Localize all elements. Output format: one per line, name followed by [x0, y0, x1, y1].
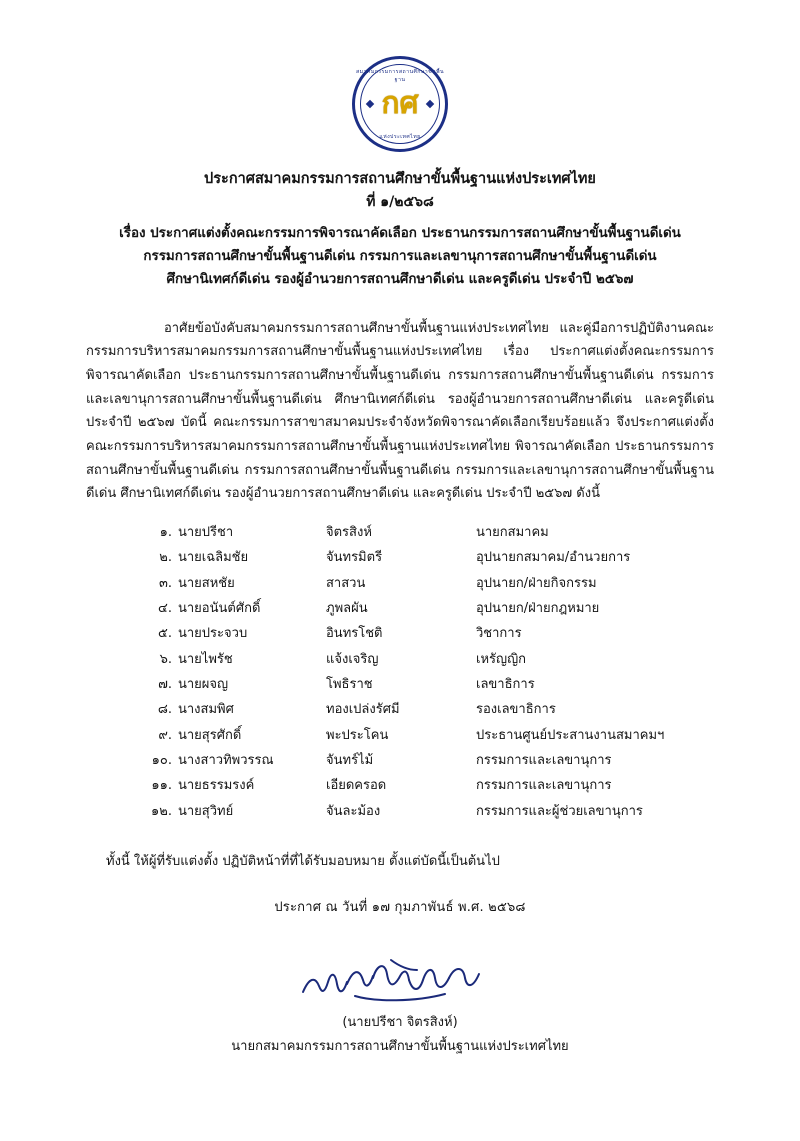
member-surname: อินทรโชติ	[326, 626, 383, 642]
member-surname: จิตรสิงห์	[326, 525, 372, 541]
seal-right-diamond-icon	[426, 100, 434, 108]
member-name: นางสาวทิพวรรณ	[178, 753, 274, 769]
member-name: นางสมพิศ	[178, 702, 234, 718]
table-row	[86, 697, 714, 722]
subject-line-2: กรรมการสถานศึกษาขั้นพื้นฐานดีเด่น กรรมการและเลขานุการสถานศึกษาขั้นพื้นฐานดีเด่น	[143, 248, 657, 264]
member-surname: แจ้งเจริญ	[326, 651, 379, 667]
member-role: ประธานศูนย์ประสานงานสมาคมฯ	[476, 727, 665, 743]
announcement-number: ที่ ๑/๒๕๖๘	[366, 194, 434, 211]
seal-ring-text-top: สมาคมกรรมการสถานศึกษาขั้นพื้นฐาน	[356, 69, 444, 83]
member-name: นายสุรศักดิ์	[178, 727, 242, 743]
body-paragraph-block	[86, 317, 714, 506]
announced-date: ประกาศ ณ วันที่ ๑๗ กุมภาพันธ์ พ.ศ. ๒๕๖๘	[274, 899, 526, 915]
member-number: ๑๑.	[151, 778, 172, 794]
member-surname: ภูพลผัน	[326, 601, 368, 617]
member-role: เลขาธิการ	[476, 677, 535, 693]
member-role: กรรมการและผู้ช่วยเลขานุการ	[476, 803, 643, 819]
table-row	[86, 799, 714, 824]
member-number: ๑๒.	[151, 803, 172, 819]
table-row	[86, 596, 714, 621]
signatory-name: (นายปรีชา จิตรสิงห์)	[342, 1014, 458, 1030]
body-paragraph	[86, 317, 714, 506]
signature-scribble-icon	[86, 951, 714, 1009]
subject-line-1: เรื่อง ประกาศแต่งตั้งคณะกรรมการพิจารณาคัดเลือก ประธานกรรมการสถานศึกษาขั้นพื้นฐานดีเด่น	[119, 225, 681, 241]
member-number: ๘.	[157, 702, 172, 718]
member-name: นายเฉลิมชัย	[178, 550, 249, 566]
signatory-title: นายกสมาคมกรรมการสถานศึกษาขั้นพื้นฐานแห่งประเทศไทย	[231, 1039, 569, 1055]
member-name: นายอนันต์ศักดิ์	[178, 601, 261, 617]
member-surname: สาสวน	[326, 575, 366, 591]
member-number: ๕.	[158, 626, 172, 642]
table-row	[86, 520, 714, 545]
subject-block	[86, 222, 714, 291]
member-surname: พะประโคน	[326, 727, 389, 743]
member-surname: โพธิราช	[326, 677, 373, 693]
member-role: อุปนายก/ฝ่ายกฎหมาย	[476, 601, 600, 617]
member-name: นายสหชัย	[178, 575, 235, 591]
member-name: นายสุวิทย์	[178, 803, 234, 819]
table-row	[86, 571, 714, 596]
member-surname: ทองเปล่งรัศมี	[326, 702, 400, 718]
member-surname: จันทรมิตรี	[326, 550, 383, 566]
member-role: นายกสมาคม	[476, 525, 549, 541]
seal-center	[374, 81, 426, 127]
document-title-block	[86, 168, 714, 216]
seal-left-diamond-icon	[366, 100, 374, 108]
committee-member-table	[86, 520, 714, 824]
member-number: ๔.	[158, 601, 172, 617]
member-name: นายผจญ	[178, 677, 229, 693]
body-paragraph-text: อาศัยข้อบังคับสมาคมกรรมการสถานศึกษาขั้นพื้นฐานแห่งประเทศไทย และคู่มือการปฏิบัติงานคณะกรรมการบริหารสมาคมกรรมการสถานศึกษาขั้นพื้นฐานแห่งประเทศไทย เรื่อง ประกาศแต่งตั้งคณะกรรมการพิจารณาคัดเลือก ประธานกรรมการสถานศึกษาขั้นพื้นฐานดีเด่น กรรมการสถานศึกษาขั้นพื้นฐานดีเด่น กรรมการและเลขานุการสถานศึกษาขั้นพื้นฐานดีเด่น ศึกษานิเทศก์ดีเด่น รองผู้อำนวยการสถานศึกษาดีเด่น และครูดีเด่นประจำปี ๒๕๖๗ บัดนี้ คณะกรรมการสาขาสมาคมประจำจังหวัดพิจารณาคัดเลือกเรียบร้อยแล้ว จึงประกาศแต่งตั้งคณะกรรมการบริหารสมาคมกรรมการสถานศึกษาขั้นพื้นฐานแห่งประเทศไทย พิจารณาคัดเลือก ประธานกรรมการสถานศึกษาขั้นพื้นฐานดีเด่น กรรมการสถานศึกษาขั้นพื้นฐานดีเด่น กรรมการและเลขานุการสถานศึกษาขั้นพื้นฐานดีเด่น ศึกษานิเทศก์ดีเด่น รองผู้อำนวยการสถานศึกษาดีเด่น และครูดีเด่น ประจำปี ๒๕๖๗ ดังนี้	[86, 320, 714, 502]
member-number: ๑๐.	[151, 753, 172, 769]
table-row	[86, 672, 714, 697]
member-role: กรรมการและเลขานุการ	[476, 753, 612, 769]
seal-center-mark: กศ	[381, 86, 419, 121]
member-name: นายไพรัช	[178, 651, 233, 667]
table-row	[86, 621, 714, 646]
table-row	[86, 723, 714, 748]
member-number: ๓.	[158, 575, 172, 591]
member-number: ๒.	[159, 550, 172, 566]
member-name: นายธรรมรงค์	[178, 778, 255, 794]
member-role: รองเลขาธิการ	[476, 702, 556, 718]
member-surname: จันทร์ไม้	[326, 753, 374, 769]
committee-member-list	[86, 520, 714, 824]
table-row	[86, 545, 714, 570]
emblem-container	[86, 56, 714, 152]
member-number: ๗.	[158, 677, 172, 693]
member-name: นายประจวบ	[178, 626, 248, 642]
member-surname: จันละม้อง	[326, 803, 381, 819]
table-row	[86, 748, 714, 773]
member-name: นายปรีชา	[178, 525, 234, 541]
table-row	[86, 773, 714, 798]
closing-statement: ทั้งนี้ ให้ผู้ที่รับแต่งตั้ง ปฏิบัติหน้าที่ที่ได้รับมอบหมาย ตั้งแต่บัดนี้เป็นต้นไป	[106, 854, 500, 870]
table-row	[86, 647, 714, 672]
signature-block	[86, 951, 714, 1060]
seal-ring-text-bottom: แห่งประเทศไทย	[379, 134, 421, 140]
member-surname: เอียดครอด	[326, 778, 387, 794]
page-title: ประกาศสมาคมกรรมการสถานศึกษาขั้นพื้นฐานแห่งประเทศไทย	[204, 171, 596, 187]
subject-line-3: ศึกษานิเทศก์ดีเด่น รองผู้อำนวยการสถานศึกษาดีเด่น และครูดีเด่น ประจำปี ๒๕๖๗	[166, 271, 634, 287]
member-role: อุปนายก/ฝ่ายกิจกรรม	[476, 575, 597, 591]
member-role: วิชาการ	[476, 626, 522, 642]
member-number: ๖.	[159, 651, 172, 667]
association-seal-icon	[352, 56, 448, 152]
member-role: เหรัญญิก	[476, 651, 527, 667]
member-role: อุปนายกสมาคม/อำนวยการ	[476, 550, 631, 566]
member-number: ๑.	[159, 525, 172, 541]
member-number: ๙.	[158, 727, 172, 743]
member-role: กรรมการและเลขานุการ	[476, 778, 612, 794]
